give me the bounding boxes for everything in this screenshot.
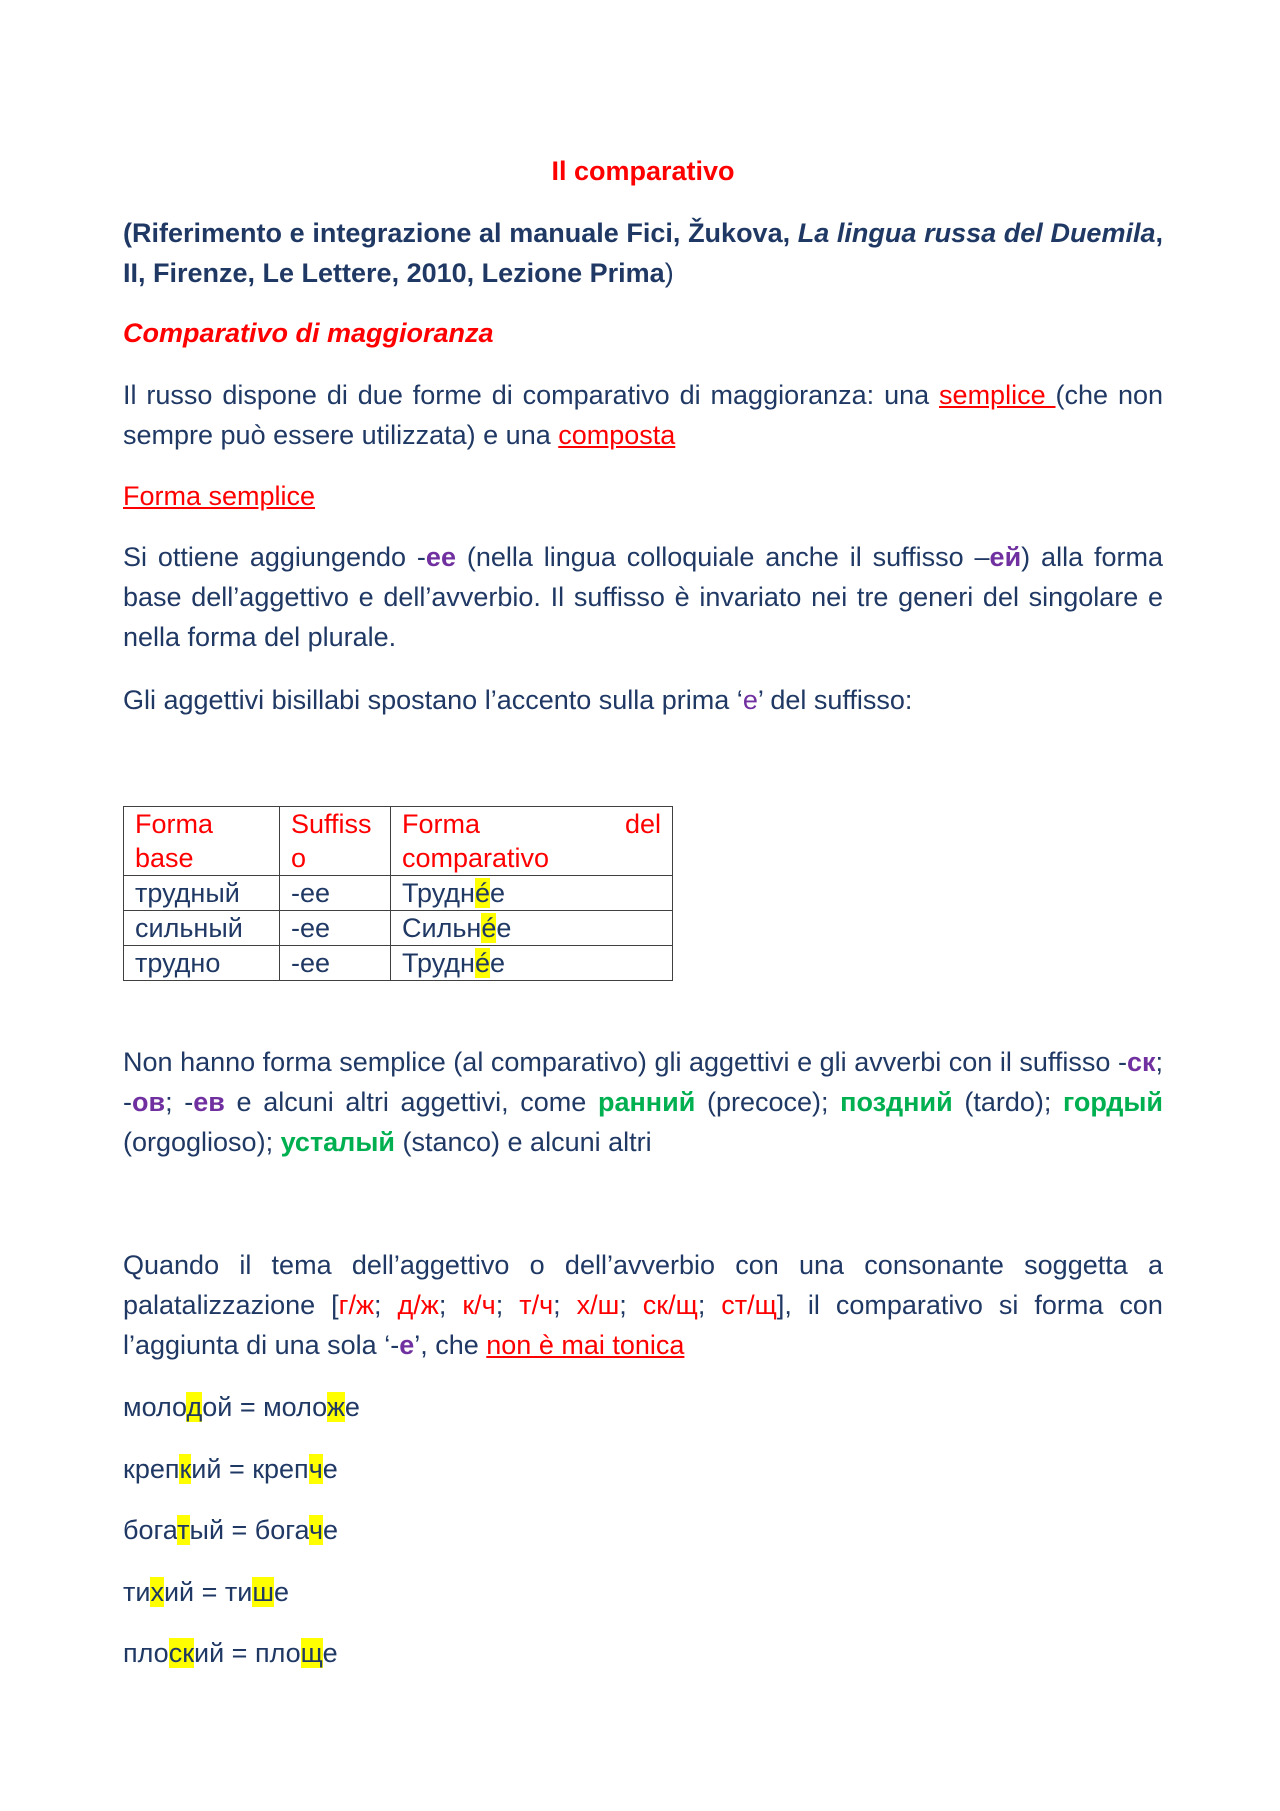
header-comparative: Forma del comparativo bbox=[391, 807, 673, 876]
table-header-row bbox=[124, 807, 673, 876]
header-base: Forma base bbox=[124, 807, 280, 876]
palatalization-paragraph: Quando il tema dell’aggettivo o dell’avverbio con una consonante soggetta a palatalizzazione [г/ж; д/ж; к/ч; т/ч; х/ш; ск/щ; ст/щ], il comparativo si forma con l’aggiunta di una sola ‘-e’, che non è mai tonica bbox=[123, 1250, 1163, 1360]
subheading-forma-semplice: Forma semplice bbox=[123, 481, 316, 511]
reference-paragraph: (Riferimento e integrazione al manuale Fici, Žukova, La lingua russa del Duemila, II, Firenze, Le Lettere, 2010, Lezione Prima) bbox=[123, 218, 1163, 288]
exceptions-paragraph: Non hanno forma semplice (al comparativo) gli aggettivi e gli avverbi con il suffisso -ск; -ов; -ев e alcuni altri aggettivi, come ранний (precoce); поздний (tardo); гордый (orgoglioso); усталый (stanco) e alcuni altri bbox=[123, 1047, 1164, 1157]
book-title: La lingua russa del Duemila bbox=[797, 218, 1156, 248]
accent-paragraph: Gli aggettivi bisillabi spostano l’accento sulla prima ‘e’ del suffisso: bbox=[123, 685, 913, 715]
non-tonica-underline: non è mai tonica bbox=[486, 1330, 685, 1360]
semplice-link: semplice bbox=[939, 380, 1056, 410]
table-row: трудно -ee Труднée bbox=[124, 946, 673, 981]
table-row: трудный -ee Труднée bbox=[124, 876, 673, 911]
header-suffix: Suffiss o bbox=[280, 807, 391, 876]
example-line: плоский = площе bbox=[123, 1638, 338, 1668]
example-line: крепкий = крепче bbox=[123, 1454, 338, 1484]
table-row: сильный -ee Сильнée bbox=[124, 911, 673, 946]
example-line: богатый = богаче bbox=[123, 1515, 339, 1545]
rule-paragraph: Si ottiene aggiungendo -ee (nella lingua colloquiale anche il suffisso –ей) alla forma base dell’aggettivo e dell’avverbio. Il suffisso è invariato nei tre generi del singolare e nella forma del plurale. bbox=[123, 542, 1163, 652]
page-title: Il comparativo bbox=[551, 156, 735, 186]
example-line: молодой = моложе bbox=[123, 1392, 360, 1422]
intro-paragraph: Il russo dispone di due forme di comparativo di maggioranza: una semplice (che non sempre può essere utilizzata) e una composta bbox=[123, 380, 1164, 450]
comparative-table bbox=[123, 806, 673, 981]
section-heading: Comparativo di maggioranza bbox=[123, 318, 494, 348]
composta-link: composta bbox=[558, 420, 676, 450]
example-line: тихий = тише bbox=[123, 1577, 290, 1607]
